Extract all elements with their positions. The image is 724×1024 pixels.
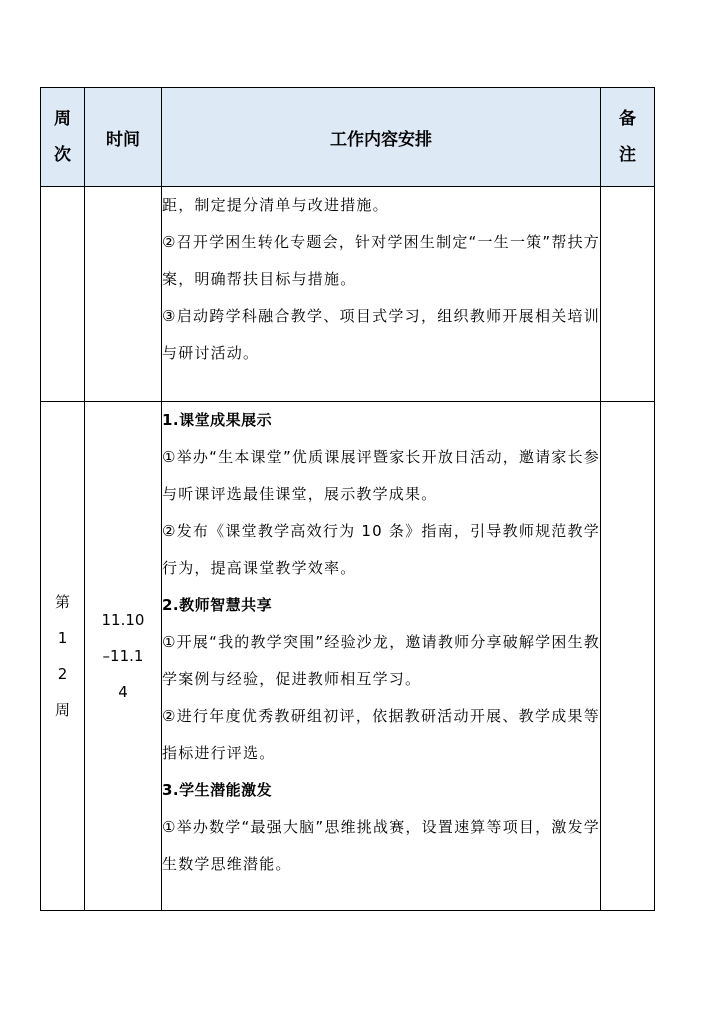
content-paragraph: ②发布《课堂教学高效行为 10 条》指南，引导教师规范教学行为，提高课堂教学效率。 xyxy=(162,522,600,577)
time-cell xyxy=(85,187,162,402)
table-body xyxy=(41,187,655,911)
week-char: 2 xyxy=(57,665,68,683)
week-cell xyxy=(41,187,85,402)
content-cell xyxy=(162,402,601,911)
time-line: 4 xyxy=(118,683,128,701)
header-week xyxy=(41,88,85,187)
content-paragraph: ①开展“我的教学突围”经验沙龙，邀请教师分享破解学困生教学案例与经验，促进教师相互学习。 xyxy=(162,633,600,688)
header-note xyxy=(601,88,655,187)
table-header xyxy=(41,88,655,187)
week-char: 1 xyxy=(57,629,68,647)
week-char: 周 xyxy=(54,701,70,719)
note-cell xyxy=(601,402,655,911)
content-paragraph: ①举办“生本课堂”优质课展评暨家长开放日活动，邀请家长参与听课评选最佳课堂，展示教学成果。 xyxy=(162,448,600,503)
section-heading: 2.教师智慧共享 xyxy=(162,596,273,614)
week-char: 第 xyxy=(54,593,70,611)
schedule-table xyxy=(40,87,655,911)
time-line: –11.1 xyxy=(102,647,144,665)
section-heading: 1.课堂成果展示 xyxy=(162,411,273,429)
time-cell xyxy=(85,402,162,911)
header-week-char-1: 周 xyxy=(54,109,71,129)
content-paragraph: ②召开学困生转化专题会，针对学困生制定“一生一策”帮扶方案，明确帮扶目标与措施。 xyxy=(162,233,600,288)
header-time: 时间 xyxy=(85,88,162,187)
table-row xyxy=(41,402,655,911)
week-cell xyxy=(41,402,85,911)
content-cell xyxy=(162,187,601,402)
table-row xyxy=(41,187,655,402)
time-line: 11.10 xyxy=(101,611,145,629)
header-note-char-2: 注 xyxy=(619,145,636,165)
note-cell xyxy=(601,187,655,402)
header-content: 工作内容安排 xyxy=(162,88,601,187)
header-note-char-1: 备 xyxy=(619,109,636,129)
header-week-char-2: 次 xyxy=(54,145,71,165)
content-paragraph: ③启动跨学科融合教学、项目式学习，组织教师开展相关培训与研讨活动。 xyxy=(162,307,600,362)
content-paragraph: ①举办数学“最强大脑”思维挑战赛，设置速算等项目，激发学生数学思维潜能。 xyxy=(162,818,600,873)
header-row xyxy=(41,88,655,187)
content-paragraph: ②进行年度优秀教研组初评，依据教研活动开展、教学成果等指标进行评选。 xyxy=(162,707,600,762)
section-heading: 3.学生潜能激发 xyxy=(162,781,273,799)
content-paragraph: 距，制定提分清单与改进措施。 xyxy=(162,196,389,214)
